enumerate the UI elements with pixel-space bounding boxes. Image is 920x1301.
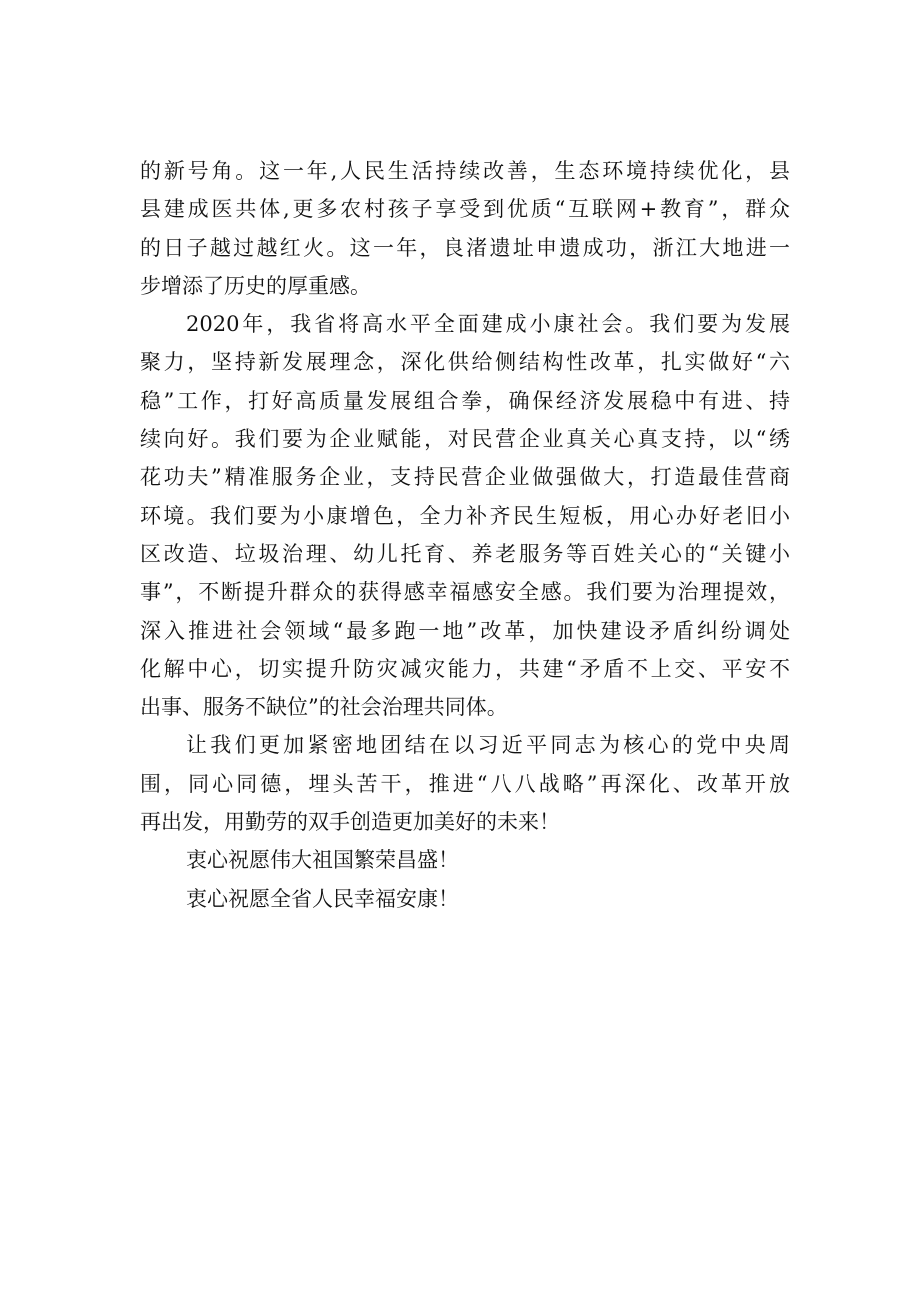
closing-wish-1: 衷心祝愿伟大祖国繁荣昌盛！ [186, 848, 459, 873]
text-line: 续向好。我们要为企业赋能，对民营企业真关心真支持，以“绣 [140, 427, 790, 452]
text-line: 出事、服务不缺位”的社会治理共同体。 [140, 695, 508, 720]
text-line: 的新号角。这一年,人民生活持续改善，生态环境持续优化，县 [140, 159, 790, 183]
paragraph-4 [140, 841, 790, 879]
document-body [140, 152, 790, 918]
text-line: 步增添了历史的厚重感。 [140, 273, 371, 298]
text-line: 环境。我们要为小康增色，全力补齐民生短板，用心办好老旧小 [140, 503, 790, 528]
paragraph-1 [140, 152, 790, 305]
text-line: 的日子越过越红火。这一年，良渚遗址申遗成功，浙江大地进一 [140, 235, 790, 260]
text-line: 县建成医共体,更多农村孩子享受到优质“互联网+教育”，群众 [140, 197, 790, 222]
text-line: 稳”工作，打好高质量发展组合拳，确保经济发展稳中有进、持 [140, 388, 790, 413]
text-line: 2020年，我省将高水平全面建成小康社会。我们要为发展 [186, 312, 790, 337]
text-line: 再出发，用勤劳的双手创造更加美好的未来！ [140, 810, 560, 835]
text-line: 花功夫”精准服务企业，支持民营企业做强做大，打造最佳营商 [140, 465, 790, 490]
text-line: 区改造、垃圾治理、幼儿托育、养老服务等百姓关心的“关键小 [140, 541, 790, 566]
text-line: 围，同心同德，埋头苦干，推进“八八战略”再深化、改革开放 [140, 771, 790, 796]
paragraph-5 [140, 880, 790, 918]
paragraph-2 [140, 305, 790, 726]
text-line: 化解中心，切实提升防灾减灾能力，共建“矛盾不上交、平安不 [140, 656, 790, 681]
text-line: 事”，不断提升群众的获得感幸福感安全感。我们要为治理提效， [140, 580, 790, 605]
closing-wish-2: 衷心祝愿全省人民幸福安康！ [186, 886, 459, 911]
text-line: 聚力，坚持新发展理念，深化供给侧结构性改革，扎实做好“六 [140, 350, 790, 375]
paragraph-3 [140, 726, 790, 841]
text-line: 深入推进社会领域“最多跑一地”改革，加快建设矛盾纠纷调处 [140, 618, 790, 643]
text-line: 让我们更加紧密地团结在以习近平同志为核心的党中央周 [186, 733, 790, 758]
